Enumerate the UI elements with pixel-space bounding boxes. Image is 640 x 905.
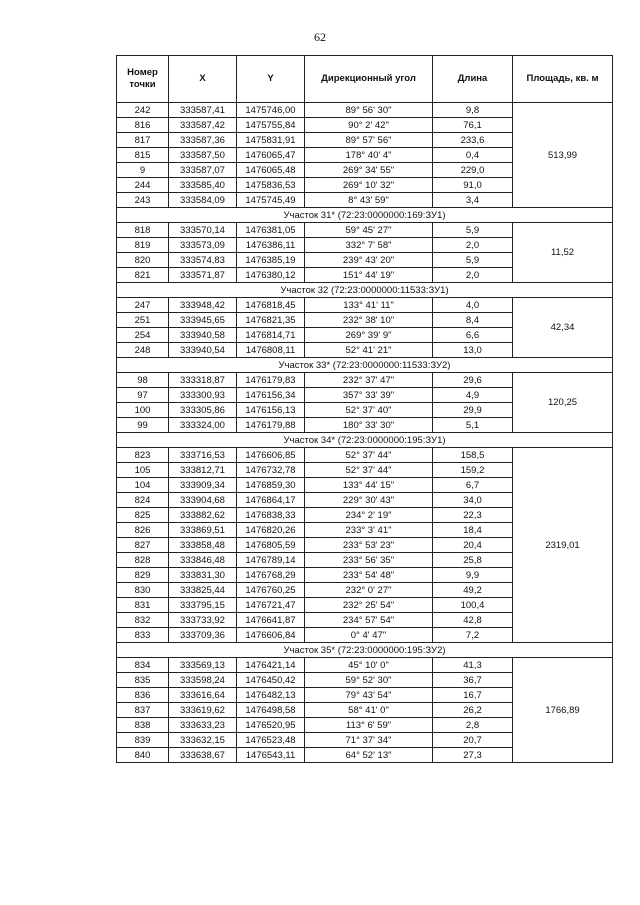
length-cell: 2,0 xyxy=(433,238,513,253)
x-coordinate-cell: 333825,44 xyxy=(169,583,237,598)
point-number-cell: 105 xyxy=(117,463,169,478)
direction-angle-cell: 64° 52' 13" xyxy=(305,748,433,763)
direction-angle-cell: 151° 44' 19" xyxy=(305,268,433,283)
direction-angle-cell: 59° 45' 27" xyxy=(305,223,433,238)
header-area: Площадь, кв. м xyxy=(513,56,613,103)
length-cell: 91,0 xyxy=(433,178,513,193)
direction-angle-cell: 332° 7' 58" xyxy=(305,238,433,253)
x-coordinate-cell: 333869,51 xyxy=(169,523,237,538)
length-cell: 29,6 xyxy=(433,373,513,388)
point-number-cell: 837 xyxy=(117,703,169,718)
x-coordinate-cell: 333904,68 xyxy=(169,493,237,508)
y-coordinate-cell: 1475745,49 xyxy=(237,193,305,208)
x-coordinate-cell: 333940,54 xyxy=(169,343,237,358)
x-coordinate-cell: 333733,92 xyxy=(169,613,237,628)
direction-angle-cell: 229° 30' 43" xyxy=(305,493,433,508)
length-cell: 41,3 xyxy=(433,658,513,673)
point-number-cell: 830 xyxy=(117,583,169,598)
point-number-cell: 817 xyxy=(117,133,169,148)
length-cell: 4,0 xyxy=(433,298,513,313)
point-number-cell: 832 xyxy=(117,613,169,628)
x-coordinate-cell: 333318,87 xyxy=(169,373,237,388)
x-coordinate-cell: 333633,23 xyxy=(169,718,237,733)
point-number-cell: 242 xyxy=(117,103,169,118)
x-coordinate-cell: 333574,83 xyxy=(169,253,237,268)
section-title: Участок 34* (72:23:0000000:195:ЗУ1) xyxy=(117,433,613,448)
x-coordinate-cell: 333616,64 xyxy=(169,688,237,703)
y-coordinate-cell: 1476606,84 xyxy=(237,628,305,643)
length-cell: 4,9 xyxy=(433,388,513,403)
x-coordinate-cell: 333945,65 xyxy=(169,313,237,328)
direction-angle-cell: 232° 37' 47" xyxy=(305,373,433,388)
x-coordinate-cell: 333324,00 xyxy=(169,418,237,433)
table-row xyxy=(117,448,613,463)
x-coordinate-cell: 333570,14 xyxy=(169,223,237,238)
length-cell: 34,0 xyxy=(433,493,513,508)
point-number-cell: 838 xyxy=(117,718,169,733)
direction-angle-cell: 233° 56' 35" xyxy=(305,553,433,568)
direction-angle-cell: 232° 38' 10" xyxy=(305,313,433,328)
header-point: Номер точки xyxy=(117,56,169,103)
direction-angle-cell: 269° 39' 9" xyxy=(305,328,433,343)
length-cell: 233,6 xyxy=(433,133,513,148)
x-coordinate-cell: 333882,62 xyxy=(169,508,237,523)
point-number-cell: 833 xyxy=(117,628,169,643)
header-length: Длина xyxy=(433,56,513,103)
length-cell: 8,4 xyxy=(433,313,513,328)
x-coordinate-cell: 333584,09 xyxy=(169,193,237,208)
header-x: X xyxy=(169,56,237,103)
x-coordinate-cell: 333300,93 xyxy=(169,388,237,403)
length-cell: 36,7 xyxy=(433,673,513,688)
area-cell: 11,52 xyxy=(513,223,613,283)
length-cell: 18,4 xyxy=(433,523,513,538)
x-coordinate-cell: 333305,86 xyxy=(169,403,237,418)
x-coordinate-cell: 333598,24 xyxy=(169,673,237,688)
y-coordinate-cell: 1476818,45 xyxy=(237,298,305,313)
x-coordinate-cell: 333585,40 xyxy=(169,178,237,193)
table-row xyxy=(117,373,613,388)
length-cell: 3,4 xyxy=(433,193,513,208)
direction-angle-cell: 357° 33' 39" xyxy=(305,388,433,403)
length-cell: 26,2 xyxy=(433,703,513,718)
x-coordinate-cell: 333569,13 xyxy=(169,658,237,673)
direction-angle-cell: 180° 33' 30" xyxy=(305,418,433,433)
point-number-cell: 99 xyxy=(117,418,169,433)
section-title: Участок 31* (72:23:0000000:169:ЗУ1) xyxy=(117,208,613,223)
table-row xyxy=(117,103,613,118)
y-coordinate-cell: 1476381,05 xyxy=(237,223,305,238)
section-title: Участок 33* (72:23:0000000:11533:ЗУ2) xyxy=(117,358,613,373)
length-cell: 49,2 xyxy=(433,583,513,598)
point-number-cell: 244 xyxy=(117,178,169,193)
section-title: Участок 35* (72:23:0000000:195:ЗУ2) xyxy=(117,643,613,658)
point-number-cell: 831 xyxy=(117,598,169,613)
x-coordinate-cell: 333587,50 xyxy=(169,148,237,163)
y-coordinate-cell: 1475755,84 xyxy=(237,118,305,133)
table-row xyxy=(117,298,613,313)
x-coordinate-cell: 333587,42 xyxy=(169,118,237,133)
y-coordinate-cell: 1476821,35 xyxy=(237,313,305,328)
length-cell: 5,1 xyxy=(433,418,513,433)
direction-angle-cell: 269° 10' 32" xyxy=(305,178,433,193)
y-coordinate-cell: 1475831,91 xyxy=(237,133,305,148)
y-coordinate-cell: 1475746,00 xyxy=(237,103,305,118)
direction-angle-cell: 269° 34' 55" xyxy=(305,163,433,178)
section-header-row xyxy=(117,643,613,658)
direction-angle-cell: 52° 37' 40" xyxy=(305,403,433,418)
length-cell: 158,5 xyxy=(433,448,513,463)
y-coordinate-cell: 1476482,13 xyxy=(237,688,305,703)
y-coordinate-cell: 1476065,48 xyxy=(237,163,305,178)
y-coordinate-cell: 1476760,25 xyxy=(237,583,305,598)
area-cell: 120,25 xyxy=(513,373,613,433)
length-cell: 76,1 xyxy=(433,118,513,133)
direction-angle-cell: 59° 52' 30" xyxy=(305,673,433,688)
direction-angle-cell: 234° 57' 54" xyxy=(305,613,433,628)
length-cell: 5,9 xyxy=(433,223,513,238)
point-number-cell: 839 xyxy=(117,733,169,748)
direction-angle-cell: 0° 4' 47" xyxy=(305,628,433,643)
y-coordinate-cell: 1476808,11 xyxy=(237,343,305,358)
y-coordinate-cell: 1476179,88 xyxy=(237,418,305,433)
point-number-cell: 251 xyxy=(117,313,169,328)
direction-angle-cell: 133° 41' 11" xyxy=(305,298,433,313)
length-cell: 159,2 xyxy=(433,463,513,478)
direction-angle-cell: 232° 0' 27" xyxy=(305,583,433,598)
table-row xyxy=(117,658,613,673)
x-coordinate-cell: 333795,15 xyxy=(169,598,237,613)
direction-angle-cell: 113° 6' 59" xyxy=(305,718,433,733)
y-coordinate-cell: 1476498,58 xyxy=(237,703,305,718)
point-number-cell: 100 xyxy=(117,403,169,418)
point-number-cell: 821 xyxy=(117,268,169,283)
length-cell: 6,6 xyxy=(433,328,513,343)
table-header xyxy=(117,56,613,103)
y-coordinate-cell: 1476543,11 xyxy=(237,748,305,763)
direction-angle-cell: 52° 37' 44" xyxy=(305,448,433,463)
direction-angle-cell: 239° 43' 20" xyxy=(305,253,433,268)
x-coordinate-cell: 333587,36 xyxy=(169,133,237,148)
point-number-cell: 97 xyxy=(117,388,169,403)
length-cell: 9,9 xyxy=(433,568,513,583)
point-number-cell: 818 xyxy=(117,223,169,238)
length-cell: 20,7 xyxy=(433,733,513,748)
header-angle: Дирекционный угол xyxy=(305,56,433,103)
y-coordinate-cell: 1476156,34 xyxy=(237,388,305,403)
table-body xyxy=(117,103,613,763)
x-coordinate-cell: 333573,09 xyxy=(169,238,237,253)
direction-angle-cell: 52° 41' 21" xyxy=(305,343,433,358)
y-coordinate-cell: 1476385,19 xyxy=(237,253,305,268)
length-cell: 29,9 xyxy=(433,403,513,418)
point-number-cell: 243 xyxy=(117,193,169,208)
direction-angle-cell: 58° 41' 0" xyxy=(305,703,433,718)
x-coordinate-cell: 333812,71 xyxy=(169,463,237,478)
length-cell: 7,2 xyxy=(433,628,513,643)
direction-angle-cell: 233° 53' 23" xyxy=(305,538,433,553)
x-coordinate-cell: 333940,58 xyxy=(169,328,237,343)
section-header-row xyxy=(117,283,613,298)
y-coordinate-cell: 1476864,17 xyxy=(237,493,305,508)
point-number-cell: 820 xyxy=(117,253,169,268)
area-cell: 2319,01 xyxy=(513,448,613,643)
direction-angle-cell: 234° 2' 19" xyxy=(305,508,433,523)
y-coordinate-cell: 1476380,12 xyxy=(237,268,305,283)
section-header-row xyxy=(117,208,613,223)
point-number-cell: 98 xyxy=(117,373,169,388)
y-coordinate-cell: 1476641,87 xyxy=(237,613,305,628)
length-cell: 42,8 xyxy=(433,613,513,628)
y-coordinate-cell: 1475836,53 xyxy=(237,178,305,193)
page-number: 62 xyxy=(314,30,326,44)
y-coordinate-cell: 1476859,30 xyxy=(237,478,305,493)
y-coordinate-cell: 1476065,47 xyxy=(237,148,305,163)
y-coordinate-cell: 1476820,26 xyxy=(237,523,305,538)
length-cell: 6,7 xyxy=(433,478,513,493)
x-coordinate-cell: 333632,15 xyxy=(169,733,237,748)
length-cell: 2,0 xyxy=(433,268,513,283)
x-coordinate-cell: 333846,48 xyxy=(169,553,237,568)
direction-angle-cell: 133° 44' 15" xyxy=(305,478,433,493)
length-cell: 0,4 xyxy=(433,148,513,163)
y-coordinate-cell: 1476450,42 xyxy=(237,673,305,688)
direction-angle-cell: 233° 3' 41" xyxy=(305,523,433,538)
length-cell: 100,4 xyxy=(433,598,513,613)
point-number-cell: 824 xyxy=(117,493,169,508)
x-coordinate-cell: 333587,07 xyxy=(169,163,237,178)
x-coordinate-cell: 333619,62 xyxy=(169,703,237,718)
point-number-cell: 835 xyxy=(117,673,169,688)
x-coordinate-cell: 333909,34 xyxy=(169,478,237,493)
x-coordinate-cell: 333716,53 xyxy=(169,448,237,463)
section-header-row xyxy=(117,433,613,448)
y-coordinate-cell: 1476156,13 xyxy=(237,403,305,418)
y-coordinate-cell: 1476520,95 xyxy=(237,718,305,733)
y-coordinate-cell: 1476732,78 xyxy=(237,463,305,478)
length-cell: 20,4 xyxy=(433,538,513,553)
length-cell: 5,9 xyxy=(433,253,513,268)
point-number-cell: 825 xyxy=(117,508,169,523)
y-coordinate-cell: 1476179,83 xyxy=(237,373,305,388)
x-coordinate-cell: 333587,41 xyxy=(169,103,237,118)
direction-angle-cell: 71° 37' 34" xyxy=(305,733,433,748)
y-coordinate-cell: 1476805,59 xyxy=(237,538,305,553)
length-cell: 13,0 xyxy=(433,343,513,358)
point-number-cell: 829 xyxy=(117,568,169,583)
point-number-cell: 254 xyxy=(117,328,169,343)
direction-angle-cell: 45° 10' 0" xyxy=(305,658,433,673)
point-number-cell: 819 xyxy=(117,238,169,253)
x-coordinate-cell: 333831,30 xyxy=(169,568,237,583)
section-header-row xyxy=(117,358,613,373)
point-number-cell: 836 xyxy=(117,688,169,703)
table-row xyxy=(117,223,613,238)
area-cell: 1766,89 xyxy=(513,658,613,763)
area-cell: 513,99 xyxy=(513,103,613,208)
x-coordinate-cell: 333948,42 xyxy=(169,298,237,313)
coordinates-table xyxy=(116,55,613,763)
y-coordinate-cell: 1476523,48 xyxy=(237,733,305,748)
point-number-cell: 827 xyxy=(117,538,169,553)
point-number-cell: 823 xyxy=(117,448,169,463)
x-coordinate-cell: 333858,48 xyxy=(169,538,237,553)
direction-angle-cell: 233° 54' 48" xyxy=(305,568,433,583)
direction-angle-cell: 90° 2' 42" xyxy=(305,118,433,133)
area-cell: 42,34 xyxy=(513,298,613,358)
direction-angle-cell: 8° 43' 59" xyxy=(305,193,433,208)
y-coordinate-cell: 1476768,29 xyxy=(237,568,305,583)
y-coordinate-cell: 1476814,71 xyxy=(237,328,305,343)
x-coordinate-cell: 333638,67 xyxy=(169,748,237,763)
direction-angle-cell: 178° 40' 4" xyxy=(305,148,433,163)
length-cell: 25,8 xyxy=(433,553,513,568)
y-coordinate-cell: 1476721,47 xyxy=(237,598,305,613)
point-number-cell: 834 xyxy=(117,658,169,673)
header-y: Y xyxy=(237,56,305,103)
y-coordinate-cell: 1476386,11 xyxy=(237,238,305,253)
section-title: Участок 32 (72:23:0000000:11533:ЗУ1) xyxy=(117,283,613,298)
point-number-cell: 104 xyxy=(117,478,169,493)
x-coordinate-cell: 333571,87 xyxy=(169,268,237,283)
point-number-cell: 828 xyxy=(117,553,169,568)
length-cell: 27,3 xyxy=(433,748,513,763)
direction-angle-cell: 232° 25' 54" xyxy=(305,598,433,613)
length-cell: 2,8 xyxy=(433,718,513,733)
point-number-cell: 816 xyxy=(117,118,169,133)
x-coordinate-cell: 333709,36 xyxy=(169,628,237,643)
point-number-cell: 826 xyxy=(117,523,169,538)
y-coordinate-cell: 1476606,85 xyxy=(237,448,305,463)
direction-angle-cell: 52° 37' 44" xyxy=(305,463,433,478)
direction-angle-cell: 79° 43' 54" xyxy=(305,688,433,703)
point-number-cell: 815 xyxy=(117,148,169,163)
point-number-cell: 840 xyxy=(117,748,169,763)
length-cell: 9,8 xyxy=(433,103,513,118)
y-coordinate-cell: 1476421,14 xyxy=(237,658,305,673)
y-coordinate-cell: 1476838,33 xyxy=(237,508,305,523)
length-cell: 229,0 xyxy=(433,163,513,178)
length-cell: 22,3 xyxy=(433,508,513,523)
direction-angle-cell: 89° 57' 56" xyxy=(305,133,433,148)
length-cell: 16,7 xyxy=(433,688,513,703)
point-number-cell: 248 xyxy=(117,343,169,358)
direction-angle-cell: 89° 56' 30" xyxy=(305,103,433,118)
point-number-cell: 247 xyxy=(117,298,169,313)
y-coordinate-cell: 1476789,14 xyxy=(237,553,305,568)
point-number-cell: 9 xyxy=(117,163,169,178)
